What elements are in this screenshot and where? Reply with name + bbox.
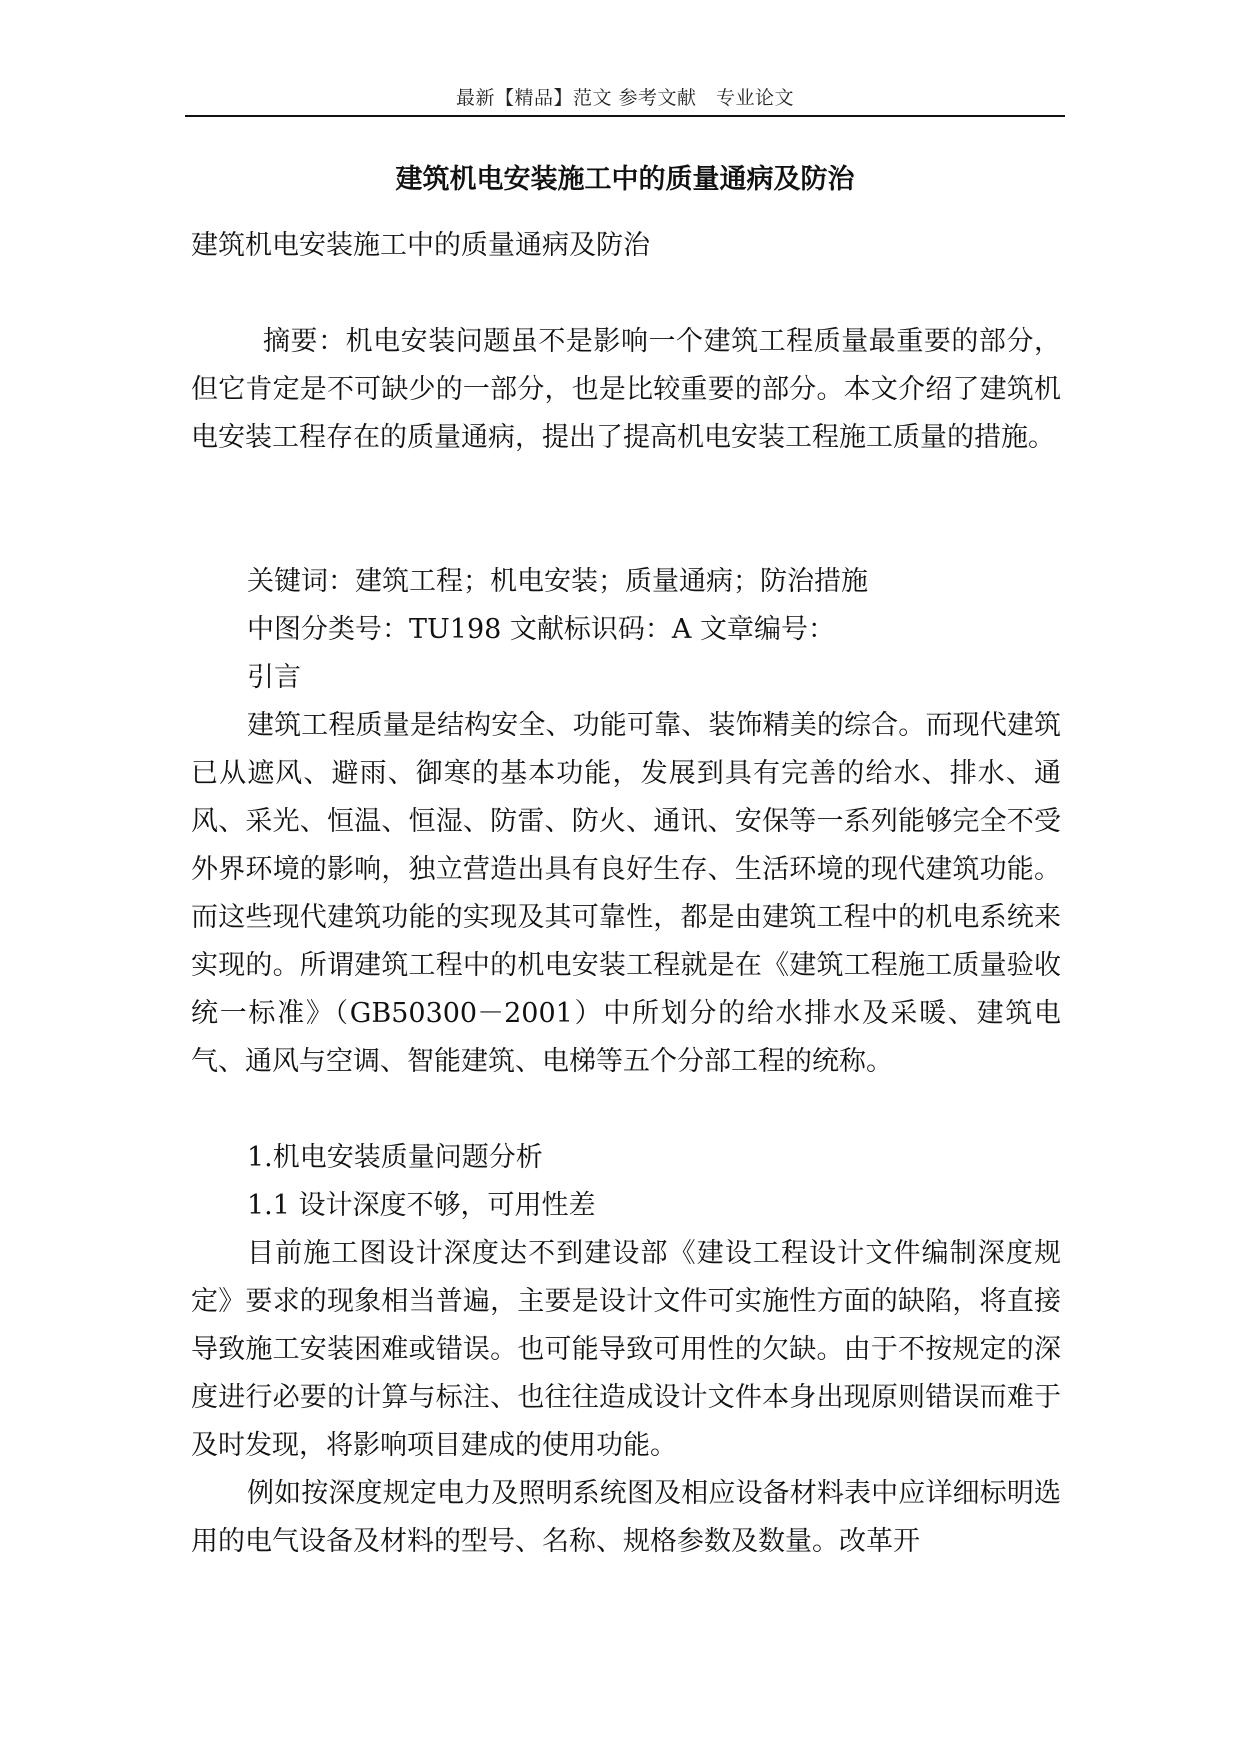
keywords-line: 关键词：建筑工程；机电安装；质量通病；防治措施 [247, 566, 868, 597]
document-subtitle: 建筑机电安装施工中的质量通病及防治 [191, 230, 650, 261]
section-1-1-paragraph-1: 目前施工图设计深度达不到建设部《建设工程设计文件编制深度规定》要求的现象相当普遍，主要是设计文件可实施性方面的缺陷，将直接导致施工安装困难或错误。也可能导致可用性的欠缺。由于不按规定的深度进行必要的计算与标注、也往往造成设计文件本身出现原则错误而难于及时发现，将影响项目建成的使用功能。 [191, 1238, 1061, 1461]
section-1-heading: 1.机电安装质量问题分析 [247, 1142, 543, 1173]
header-divider [185, 115, 1065, 117]
running-header: 最新【精品】范文 参考文献 专业论文 [455, 87, 795, 109]
section-1-1-paragraph-2: 例如按深度规定电力及照明系统图及相应设备材料表中应详细标明选用的电气设备及材料的型号、名称、规格参数及数量。改革开 [191, 1478, 1061, 1557]
classification-line: 中图分类号：TU198 文献标识码：A 文章编号： [247, 614, 835, 645]
document-title: 建筑机电安装施工中的质量通病及防治 [395, 164, 855, 195]
section-1-1-heading: 1.1 设计深度不够，可用性差 [247, 1190, 596, 1221]
intro-heading: 引言 [247, 662, 301, 693]
intro-paragraph: 建筑工程质量是结构安全、功能可靠、装饰精美的综合。而现代建筑已从遮风、避雨、御寒的基本功能，发展到具有完善的给水、排水、通风、采光、恒温、恒湿、防雷、防火、通讯、安保等一系列能够完全不受外界环境的影响，独立营造出具有良好生存、生活环境的现代建筑功能。而这些现代建筑功能的实现及其可靠性，都是由建筑工程中的机电系统来实现的。所谓建筑工程中的机电安装工程就是在《建筑工程施工质量验收统一标准》（GB50300－2001）中所划分的给水排水及采暖、建筑电气、通风与空调、智能建筑、电梯等五个分部工程的统称。 [191, 710, 1061, 1077]
abstract-paragraph: 摘要：机电安装问题虽不是影响一个建筑工程质量最重要的部分，但它肯定是不可缺少的一部分，也是比较重要的部分。本文介绍了建筑机电安装工程存在的质量通病，提出了提高机电安装工程施工质量的措施。 [191, 326, 1061, 453]
document-body [191, 222, 1061, 1566]
